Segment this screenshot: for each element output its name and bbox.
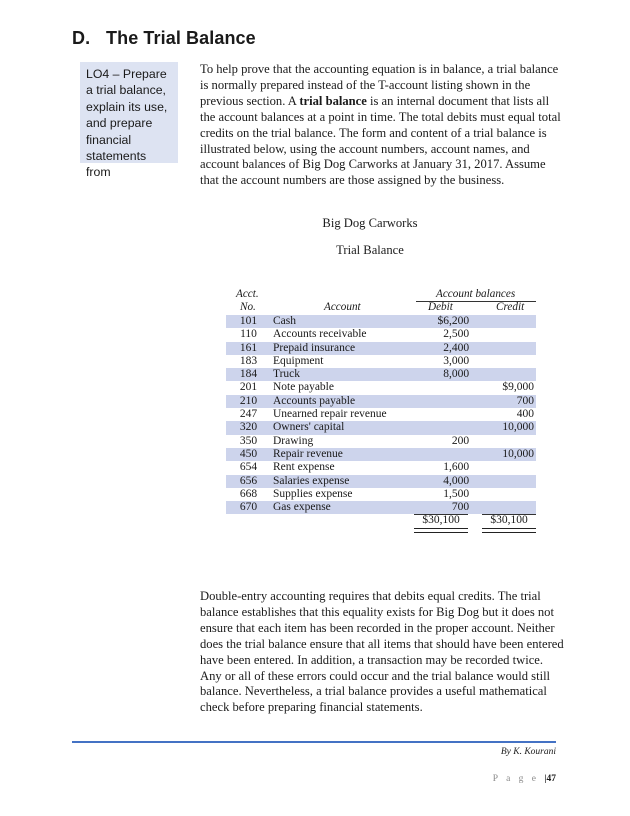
footer-divider bbox=[72, 741, 556, 743]
table-row: 210 Accounts payable 700 bbox=[226, 395, 536, 408]
header-acct: Acct. bbox=[236, 288, 259, 300]
header-account-balances: Account balances bbox=[436, 288, 516, 300]
page-number-value: 47 bbox=[546, 774, 556, 784]
table-row: 201 Note payable $9,000 bbox=[239, 381, 534, 394]
total-credit: $30,100 bbox=[490, 514, 528, 526]
trial-balance-table bbox=[226, 315, 536, 514]
total-debit: $30,100 bbox=[422, 514, 460, 526]
page-label: P a g e bbox=[492, 774, 540, 784]
table-row: 161 Prepaid insurance 2,400 bbox=[226, 342, 536, 355]
company-name: Big Dog Carworks bbox=[322, 216, 418, 230]
section-heading bbox=[72, 28, 256, 49]
page-separator: | bbox=[544, 774, 547, 784]
table-row: 656 Salaries expense 4,000 bbox=[226, 475, 536, 488]
intro-paragraph bbox=[200, 62, 565, 189]
table-row: 320 Owners' capital 10,000 bbox=[226, 421, 536, 434]
section-letter: D. bbox=[72, 28, 91, 48]
section-title: The Trial Balance bbox=[106, 28, 256, 48]
page-number bbox=[493, 774, 556, 784]
header-credit: Credit bbox=[496, 301, 525, 313]
table-row: 670 Gas expense 700 bbox=[226, 501, 536, 514]
table-row: 183 Equipment 3,000 bbox=[239, 354, 470, 367]
statement-title: Trial Balance bbox=[336, 243, 404, 257]
learning-objective-box bbox=[80, 62, 178, 180]
credit-double-underline bbox=[482, 528, 536, 533]
table-row: 101 Cash $6,200 bbox=[226, 315, 536, 328]
table-row: 668 Supplies expense 1,500 bbox=[239, 487, 470, 500]
header-debit: Debit bbox=[428, 301, 453, 313]
table-row: 110 Accounts receivable 2,500 bbox=[240, 328, 470, 341]
header-no: No. bbox=[240, 301, 256, 313]
table-row: 654 Rent expense 1,600 bbox=[239, 461, 470, 474]
header-account: Account bbox=[324, 301, 361, 313]
learning-objective-text: LO4 – Prepare a trial balance, explain its use, and prepare financial statements from bbox=[86, 67, 168, 180]
table-row: 247 Unearned repair revenue 400 bbox=[239, 408, 534, 421]
intro-text-before: To help prove that the accounting equation is in balance, a trial balance is normally prepared instead of the T-account listing shown in the previous section. A bbox=[200, 62, 559, 108]
table-row: 350 Drawing 200 bbox=[239, 434, 470, 447]
table-row: 450 Repair revenue 10,000 bbox=[226, 448, 536, 461]
intro-term: trial balance bbox=[299, 93, 367, 108]
table-row: 184 Truck 8,000 bbox=[226, 368, 536, 381]
intro-text-after: is an internal document that lists all the account balances at a point in time. The total debits must equal total credits on the trial balance. The form and content of a trial balance is illustrated below, using the account numbers, account names, and account balances of Big Dog Carworks at January 31, 2017. Assume that the account numbers are those assigned by the business. bbox=[200, 93, 561, 188]
closing-paragraph: Double-entry accounting requires that debits equal credits. The trial balance establishes that this equality exists for Big Dog but it does not ensure that each item has been recorded in the proper account. Neither does the trial balance ensure that all items that should have been entered have been entered. In addition, a transaction may be recorded twice. Any or all of these errors could occur and the trial balance would still balance. Nevertheless, a trial balance provides a useful mathematical check before preparing financial statements. bbox=[200, 589, 564, 715]
footer-author: By K. Kourani bbox=[500, 747, 556, 757]
debit-double-underline bbox=[414, 528, 468, 533]
